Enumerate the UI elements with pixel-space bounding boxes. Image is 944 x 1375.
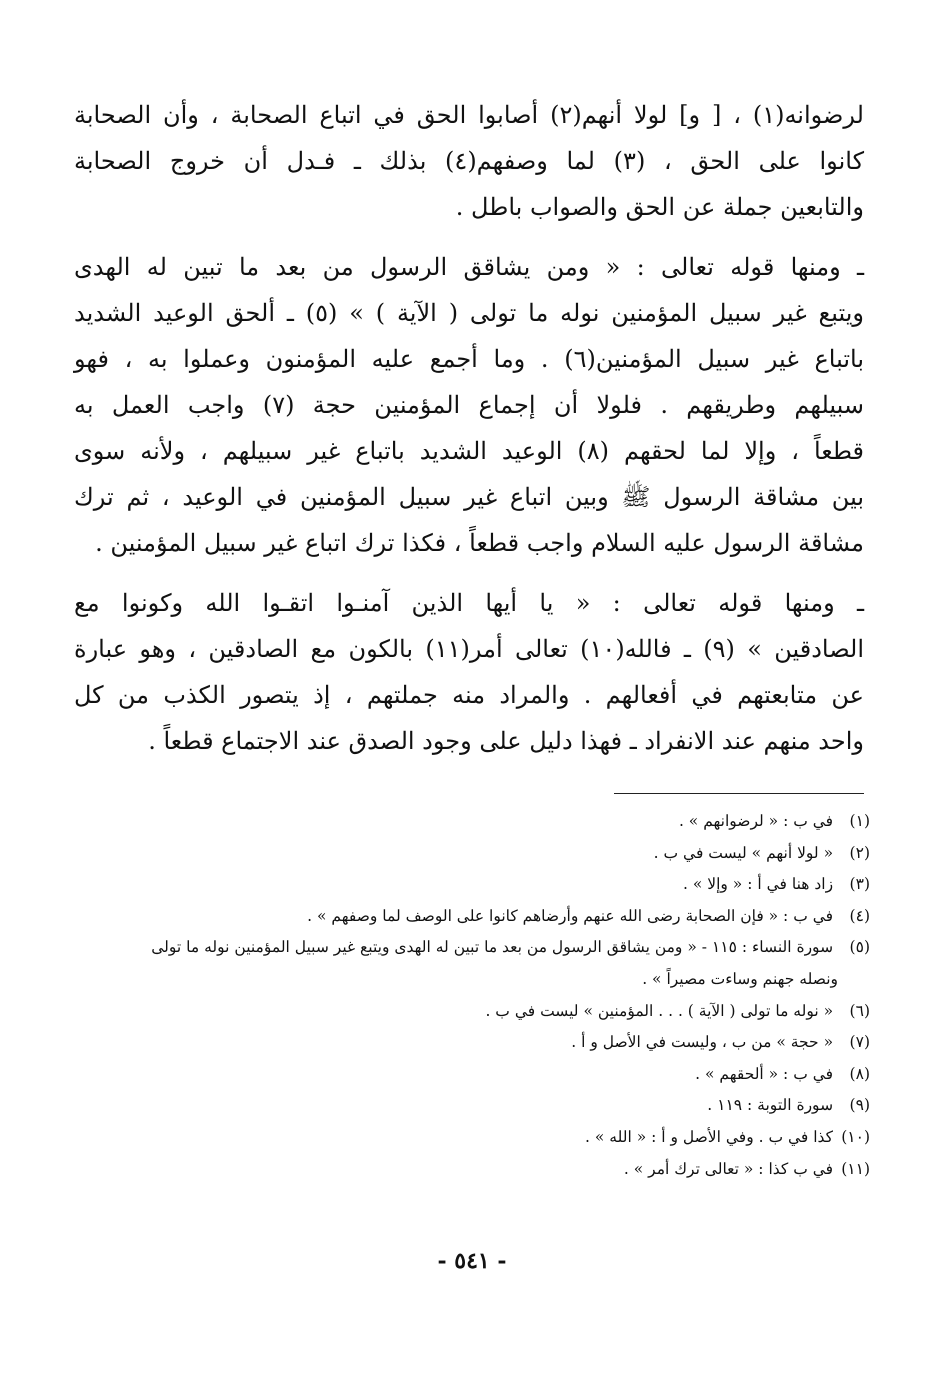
footnote-7 [70,1027,870,1059]
footnote-8 [70,1059,870,1091]
footnote-10 [70,1122,870,1154]
footnote-9 [70,1090,870,1122]
footnote-2 [70,838,870,870]
footnote-number: (١) [849,812,870,830]
main-text [74,92,864,778]
footnote-number: (٨) [849,1064,870,1083]
footnote-number: (٩) [849,1096,870,1115]
text-line: قطعاً ، وإلا لما لحقهم (٨) الوعيد الشديد باتباع غير سبيلهم ، ولأنه سوى [74,437,865,465]
footnote-4 [70,901,870,933]
page-number: - ٥٤١ - [437,1248,507,1274]
footnote-5 [70,932,870,995]
footnote-continuation: ونصله جهنم وساءت مصيراً » . [642,969,838,988]
text-line: سبيلهم وطريقهم . فلولا أن إجماع المؤمنين حجة (٧) واجب العمل به [74,391,864,419]
footnote-1 [70,806,870,838]
footnote-6 [70,996,870,1028]
footnote-number: (٧) [849,1033,870,1052]
paragraph-1 [74,92,864,230]
footnote-text: في ب : « ألحقهم » . [695,1064,834,1083]
paragraph-2 [74,244,864,566]
footnote-text: سورة التوبة : ١١٩ . [707,1096,834,1115]
text-line: عن متابعتهم في أفعالهم . والمراد منه جملتهم ، إذ يتصور الكذب من كل [74,681,864,709]
footnote-text: في ب : « لرضوانهم » . [678,812,834,830]
footnote-text: « حجة » من ب ، وليست في الأصل و أ . [571,1033,834,1052]
footnote-text: سورة النساء : ١١٥ - « ومن يشاقق الرسول من بعد ما تبين له الهدى ويتبع غير سبيل المؤمنين نوله ما تولى [151,938,834,957]
footnote-text: في ب كذا : « تعالى ترك أمر » . [623,1159,834,1178]
text-line: والتابعين جملة عن الحق والصواب باطل . [455,193,864,221]
text-line: ـ ومنها قوله تعالى : « يا أيها الذين آمنـوا اتقـوا الله وكونوا مع [74,589,864,617]
text-line: ـ ومنها قوله تعالى : « ومن يشاقق الرسول من بعد ما تبين له الهدى [74,253,864,281]
footnote-separator [614,793,864,794]
text-line: بين مشاقة الرسول ﷺ وبين اتباع غير سبيل المؤمنين في الوعيد ، ثم ترك [74,483,864,511]
footnote-text: كذا في ب . وفي الأصل و أ : « الله » . [585,1127,834,1146]
footnote-11 [70,1154,870,1186]
text-line: ويتبع غير سبيل المؤمنين نوله ما تولى ( الآية ) » (٥) ـ ألحق الوعيد الشديد [74,299,865,327]
text-line: واحد منهم عند الانفراد ـ فهذا دليل على وجود الصدق عند الاجتماع قطعاً . [148,727,864,755]
footnote-text: « لولا أنهم » ليست في ب . [653,843,834,862]
footnote-number: (١٠) [841,1127,870,1146]
footnote-number: (١١) [841,1159,870,1178]
text-line: كانوا على الحق ، (٣) لما وصفهم(٤) بذلك ـ فـدل أن خروج الصحابة [74,147,864,175]
footnote-number: (٥) [849,938,870,957]
footnote-text: في ب : « فإن الصحابة رضى الله عنهم وأرضاهم كانوا على الوصف لما وصفهم » . [307,906,834,925]
text-line: باتباع غير سبيل المؤمنين(٦) . وما أجمع عليه المؤمنون وعملوا به ، فهو [74,345,864,373]
footnote-number: (٢) [849,843,870,862]
footnote-text: زاد هنا في أ : « وإلا » . [682,875,834,894]
footnote-3 [70,869,870,901]
footnote-number: (٤) [849,906,870,925]
footnotes [70,806,870,1185]
text-line: الصادقين » (٩) ـ فالله(١٠) تعالى أمر(١١) بالكون مع الصادقين ، وهو عبارة [74,635,864,663]
text-line: لرضوانه(١) ، [ و] لولا أنهم(٢) أصابوا الحق في اتباع الصحابة ، وأن الصحابة [74,101,864,129]
footnote-text: « نوله ما تولى ( الآية ) . . . المؤمنين » ليست في ب . [485,1001,834,1020]
footnote-number: (٦) [849,1001,870,1020]
paragraph-3 [74,580,864,764]
text-line: مشاقة الرسول عليه السلام واجب قطعاً ، فكذا ترك اتباع غير سبيل المؤمنين . [95,529,864,557]
footnote-number: (٣) [849,875,870,894]
